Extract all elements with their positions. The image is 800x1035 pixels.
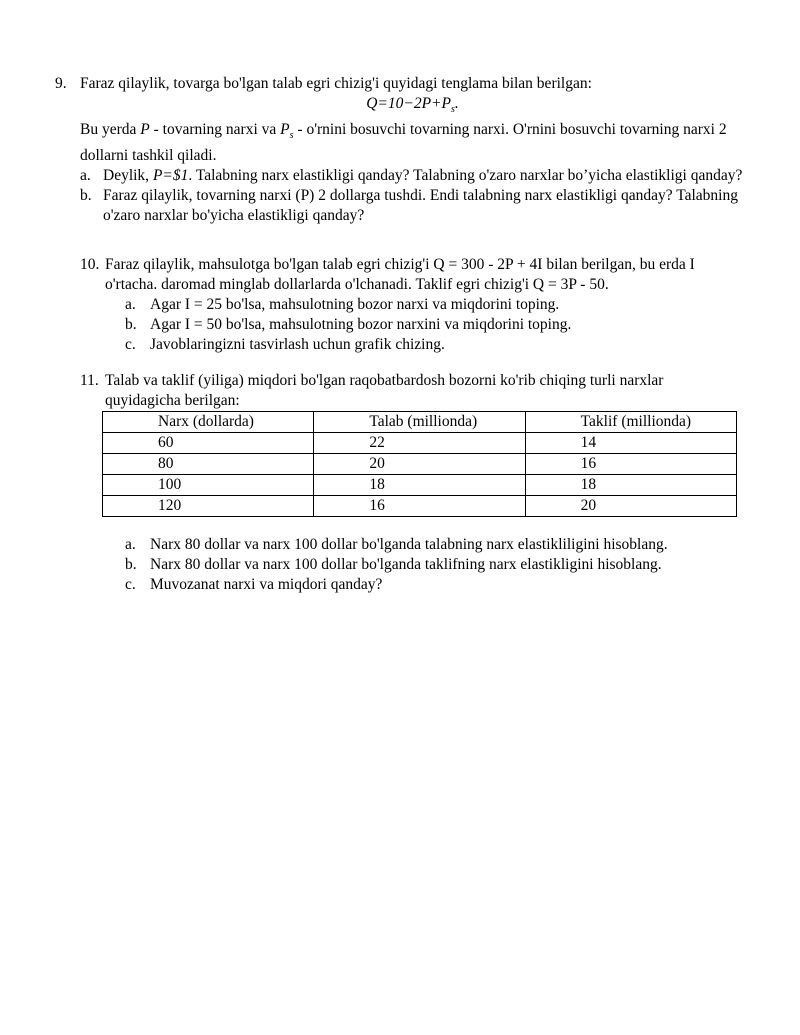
where-var-ps: P [280,121,290,139]
formula-text: Q=10−2P+P [366,95,451,112]
table-cell: 18 [314,475,525,496]
table-header-cell: Narx (dollarda) [103,412,314,433]
problem-10-intro: Faraz qilaylik, mahsulotga bo'lgan talab egri chizig'i Q = 300 - 2P + 4I bilan berilgan, bu erda I o'rtacha. daromad minglab dollarlarda o'lchanadi. Taklif egri chizig'i Q = 3P - 50. [105,256,695,293]
item-letter: a. [125,536,136,553]
price-quantity-table [102,411,737,517]
where-text-3: - o'rnini bosuvchi tovarning narxi. O'rnini bosuvchi tovarning narxi 2 dollarni tashkil qiladi. [80,121,727,165]
problem-10-intro-line [80,255,740,295]
problem-9-item-a [80,166,745,186]
table-row [103,496,737,517]
problem-9-where [80,120,745,166]
item-text: Agar I = 50 bo'lsa, mahsulotning bozor narxini va miqdorini toping. [150,316,572,333]
problem-11-item-c [125,575,740,595]
table-cell: 14 [525,433,736,454]
item-letter: a. [80,167,91,185]
problem-10-number: 10. [80,256,100,273]
item-letter: b. [125,556,137,573]
problem-10 [80,255,740,355]
where-var-p: P [140,121,150,139]
problem-9-formula [80,94,745,120]
where-var-ps-sub: s [289,130,294,142]
item-letter: b. [80,187,92,205]
item-text: Muvozanat narxi va miqdori qanday? [150,576,383,593]
item-a-text-2: . Talabning narx elastikligi qanday? Talabning o'zaro narxlar bo’yicha elastikligi qanday? [188,167,743,185]
problem-11-items [80,535,740,595]
table-cell: 60 [103,433,314,454]
where-text-2: - tovarning narxi va [149,121,281,139]
table-cell: 20 [314,454,525,475]
table-cell: 18 [525,475,736,496]
table-cell: 80 [103,454,314,475]
item-a-formula: P=$1 [152,167,189,185]
problem-11-item-a [125,535,740,555]
formula-end: . [454,95,459,112]
table-cell: 16 [525,454,736,475]
item-letter: c. [125,576,136,593]
item-letter: a. [125,296,136,313]
item-text: Narx 80 dollar va narx 100 dollar bo'lganda taklifning narx elastikligini hisoblang. [150,556,662,573]
problem-11-number: 11. [80,372,99,389]
problem-9-intro: Faraz qilaylik, tovarga bo'lgan talab egri chizig'i quyidagi tenglama bilan berilgan: [80,75,592,92]
table-cell: 100 [103,475,314,496]
table-header-row [103,412,737,433]
problem-9-intro-line [55,74,745,94]
problem-9-number: 9. [55,75,67,92]
problem-9 [55,74,745,226]
item-a-text-1: Deylik, [103,167,153,185]
problem-11 [80,371,740,595]
table-row [103,433,737,454]
item-b-text: Faraz qilaylik, tovarning narxi (P) 2 dollarga tushdi. Endi talabning narx elastikligi qanday? Talabning o'zaro narxlar bo'yicha elastikligi qanday? [103,187,738,225]
table-cell: 16 [314,496,525,517]
formula-subscript: s [450,104,455,116]
problem-11-intro: Talab va taklif (yiliga) miqdori bo'lgan raqobatbardosh bozorni ko'rib chiqing turli narxlar quyidagicha berilgan: [105,372,664,409]
table-header-cell: Taklif (millionda) [525,412,736,433]
table-cell: 22 [314,433,525,454]
problem-9-item-b [80,186,745,226]
item-letter: b. [125,316,137,333]
problem-11-item-b [125,555,740,575]
item-text: Agar I = 25 bo'lsa, mahsulotning bozor narxi va miqdorini toping. [150,296,560,313]
item-text: Javoblaringizni tasvirlash uchun grafik chizing. [150,336,445,353]
problem-11-intro-line [80,371,740,411]
where-text-1: Bu yerda [80,121,141,139]
table-cell: 20 [525,496,736,517]
problem-10-item-b [125,315,740,335]
table-row [103,454,737,475]
item-letter: c. [125,336,136,353]
table-cell: 120 [103,496,314,517]
item-text: Narx 80 dollar va narx 100 dollar bo'lganda talabning narx elastikliligini hisoblang. [150,536,668,553]
table-header-cell: Talab (millionda) [314,412,525,433]
table-row [103,475,737,496]
problem-10-item-c [125,335,740,355]
problem-10-item-a [125,295,740,315]
